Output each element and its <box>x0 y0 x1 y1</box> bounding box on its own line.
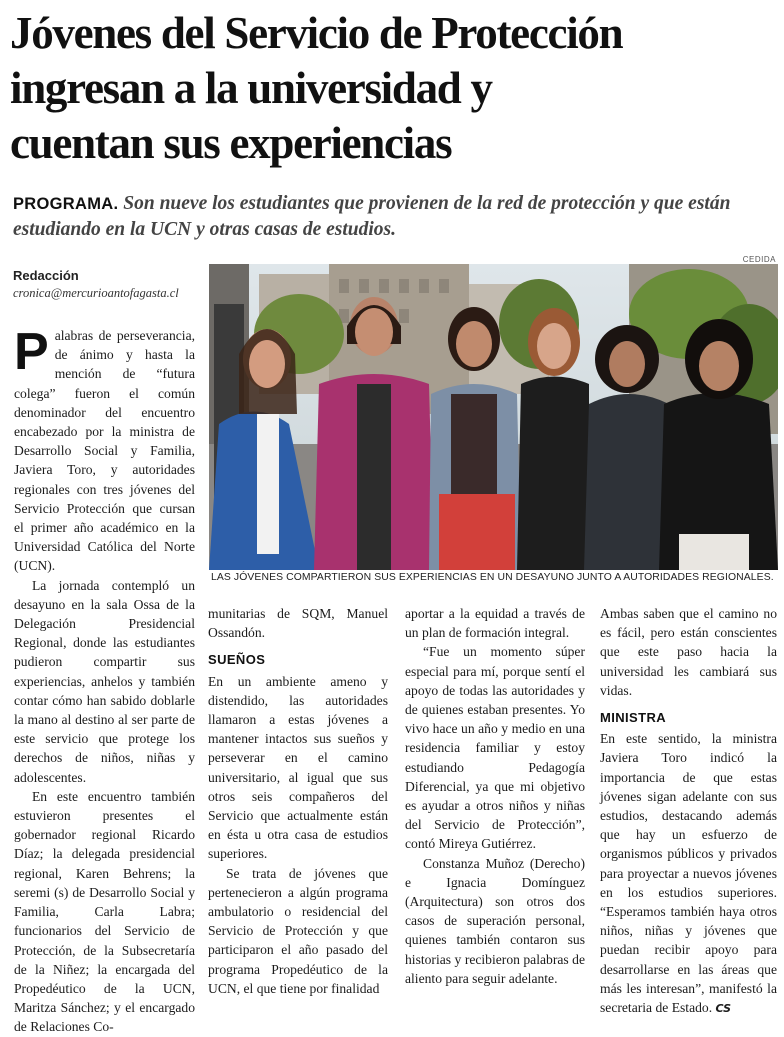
photo-caption: LAS JÓVENES COMPARTIERON SUS EXPERIENCIAS EN UN DESAYUNO JUNTO A AUTORIDADES REGIONALES. <box>211 572 774 583</box>
paragraph-1 <box>14 323 195 576</box>
headline-line-3: cuentan sus experiencias <box>10 118 452 168</box>
drop-cap: P <box>14 323 49 381</box>
subheading-suenos: SUEÑOS <box>208 652 266 668</box>
article-column-3 <box>405 604 585 988</box>
paragraph-7-part-2: Ambas saben que el camino no es fácil, pero están conscientes que este paso hacia la universidad les cambiará sus vidas. <box>600 606 777 698</box>
photo-credit: CEDIDA <box>742 255 776 264</box>
lead-kicker: PROGRAMA. <box>13 195 119 213</box>
headline <box>10 6 780 171</box>
paragraph-3-part-1: En este encuentro también estuvieron presentes el gobernador regional Ricardo Díaz; la delegada presidencial regional, Karen Behrens; la seremi (s) de Desarrollo Social y Familia, Carla Labra; funcionarios del Servicio de Protección, de la Subsecretaría de la Niñez; la encargada del Propedéutico de la UCN, Maritza Sánchez; y el encargado de Relaciones Co- <box>14 788 195 1035</box>
paragraph-4: En un ambiente ameno y distendido, las autoridades llamaron a estas jóvenes a mantener intactos sus sueños y perseverar en el camino universitario, al igual que sus otros seis compañeros del Servicio que actualmente están en ésta u otra casa de estudios superiores. <box>208 673 388 862</box>
group-photo-image <box>209 264 778 570</box>
paragraph-5-part-2: aportar a la equidad a través de un plan de formación integral. <box>405 606 585 641</box>
paragraph-2: La jornada contempló un desayuno en la sala Ossa de la Delegación Presidencial Regional, donde las estudiantes pudieron compartir sus experiencias, anhelos y también contar cómo han sabido doblarle la mano al destino al ser parte de este servicio que protege los derechos de niños, niñas y adolescentes. <box>14 577 195 785</box>
subheading-ministra: MINISTRA <box>600 710 667 726</box>
headline-line-1: Jóvenes del Servicio de Protección <box>10 8 623 58</box>
article-column-2 <box>208 604 388 998</box>
paragraph-8-text: En este sentido, la ministra Javiera Toro indicó la importancia de que estas jóvenes sigan adelante con sus estudios, destacando además que hay un esfuerzo de organismos públicos y privados para proyectar a nuevos jóvenes en los estudios superiores. “Esperamos también haya otros niños, niñas y jóvenes que puedan recibir apoyo para desarrollarse en las áreas que más les interesan”, manifestó la secretaria de Estado. <box>600 731 777 1016</box>
paragraph-7-part-1: Constanza Muñoz (Derecho) e Ignacia Domínguez (Arquitectura) son otros dos casos de superación personal, quienes también contaron sus historias y recibieron palabras de aliento para seguir adelante. <box>405 855 585 986</box>
paragraph-5-part-1: Se trata de jóvenes que pertenecieron a algún programa ambulatorio o residencial del Servicio de Protección y que participaron el año pasado del programa Propedéutico de la UCN, el que tiene por finalidad <box>208 865 388 996</box>
paragraph-1-text: alabras de perseverancia, de ánimo y hasta la mención de “futura colega” fueron el común denominador del encuentro encabezado por la ministra de Desarrollo Social y Familia, Javiera Toro, y autoridades regionales con tres jóvenes del Servicio Protección que cursan el primer año académico en la Universidad Católica del Norte (UCN). <box>14 328 195 574</box>
end-mark: CS <box>715 1002 732 1016</box>
lead-paragraph <box>13 191 778 243</box>
article-column-1 <box>14 323 195 1037</box>
article-column-4 <box>600 604 777 1018</box>
headline-line-2: ingresan a la universidad y <box>10 63 492 113</box>
paragraph-8 <box>600 729 777 1018</box>
lead-text: Son nueve los estudiantes que provienen de la red de protección y que están estudiando en la UCN y otras casas de estudios. <box>13 193 731 240</box>
byline <box>13 268 203 301</box>
group-photo <box>209 264 778 570</box>
paragraph-3-part-2: munitarias de SQM, Manuel Ossandón. <box>208 606 388 641</box>
byline-email[interactable]: cronica@mercurioantofagasta.cl <box>13 286 179 300</box>
byline-author: Redacción <box>13 268 79 283</box>
paragraph-6-quote: “Fue un momento súper especial para mí, porque sentí el apoyo de todas las autoridades y de quienes estaban presentes. Yo vivo hace un año y medio en una residencia familiar y estoy estudiando Pedagogía Diferencial, ya que mi objetivo es ayudar a otros niños y niñas del Servicio de Protección”, contó Mireya Gutiérrez. <box>405 644 585 852</box>
